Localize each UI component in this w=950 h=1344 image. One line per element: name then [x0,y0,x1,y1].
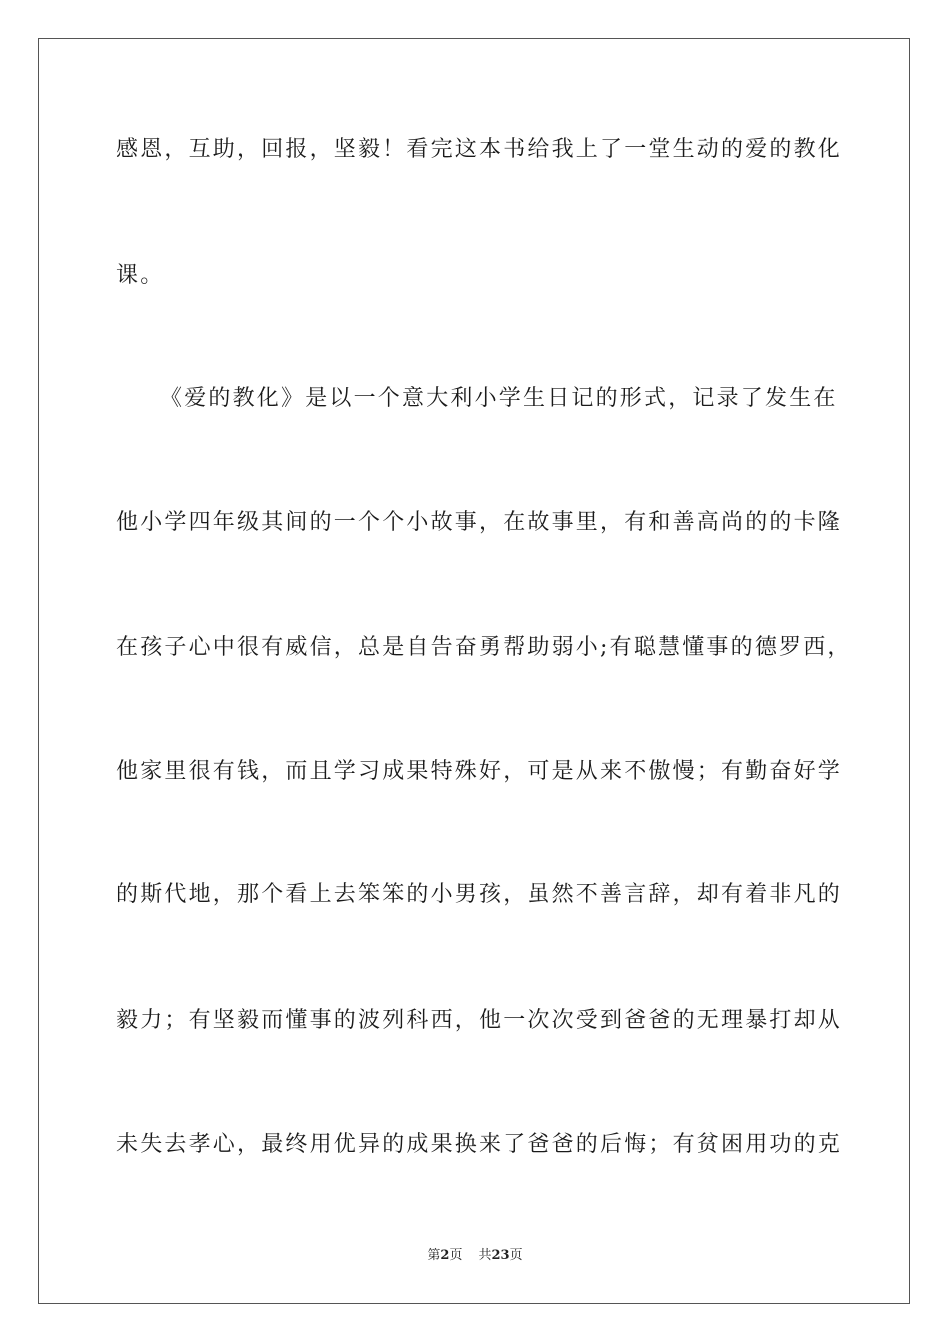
text-line-7: 的斯代地，那个看上去笨笨的小男孩，虽然不善言辞，却有着非凡的 [116,882,843,907]
paragraph-start-line: 《爱的教化》是以一个意大利小学生日记的形式，记录了发生在 [160,386,838,411]
total-pages: 23 [491,1248,510,1263]
text-line-5: 在孩子心中很有威信，总是自告奋勇帮助弱小;有聪慧懂事的德罗西， [116,635,852,660]
page-border [38,38,910,1304]
text-line-2: 课。 [116,263,165,288]
total-suffix: 页 [509,1248,523,1263]
text-line-9: 未失去孝心，最终用优异的成果换来了爸爸的后悔；有贫困用功的克 [116,1132,843,1157]
page-suffix: 页 [449,1248,463,1263]
text-line-8: 毅力；有坚毅而懂事的波列科西，他一次次受到爸爸的无理暴打却从 [116,1008,843,1033]
total-prefix: 共 [478,1248,492,1263]
text-line-4: 他小学四年级其间的一个个小故事，在故事里，有和善高尚的的卡隆 [116,510,843,535]
page-prefix: 第 [427,1248,441,1263]
page-number: 2 [440,1248,450,1263]
text-line-6: 他家里很有钱，而且学习成果特殊好，可是从来不傲慢；有勤奋好学 [116,759,843,784]
text-line-1: 感恩，互助，回报，坚毅！看完这本书给我上了一堂生动的爱的教化 [116,137,843,162]
page-footer [0,1247,950,1265]
